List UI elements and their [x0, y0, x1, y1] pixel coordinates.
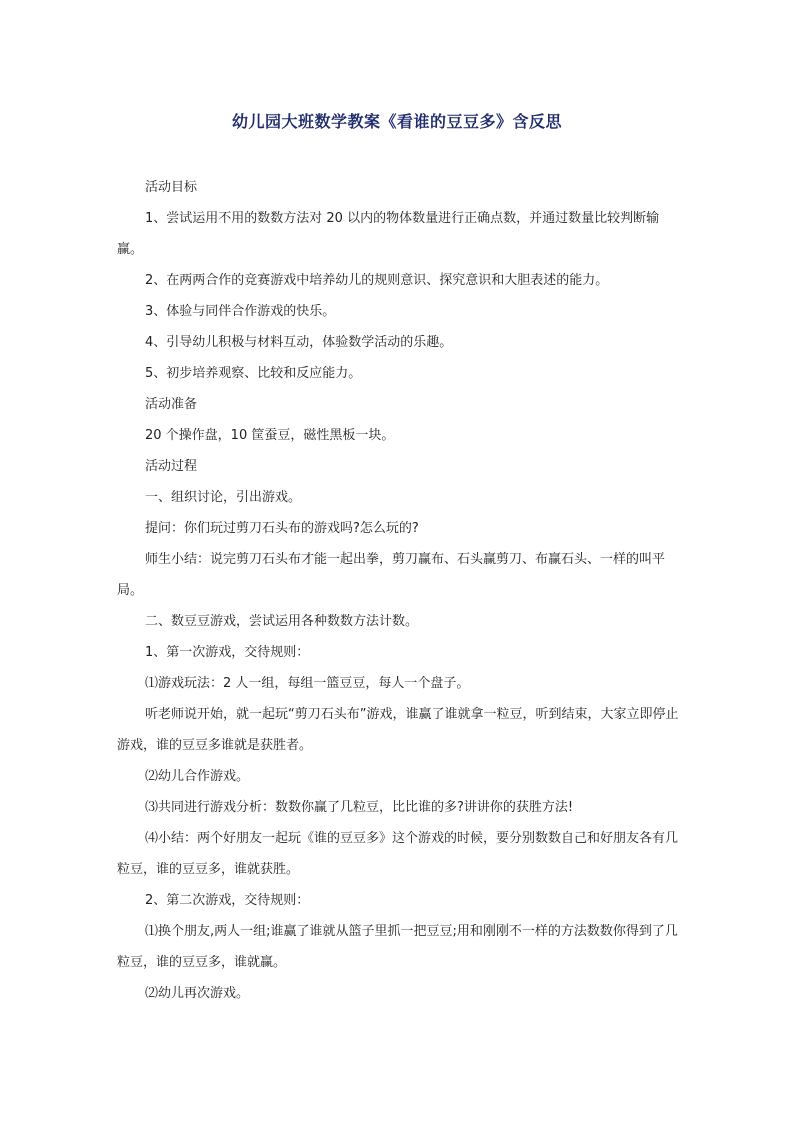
paragraph: 提问：你们玩过剪刀石头布的游戏吗?怎么玩的? [145, 521, 419, 536]
section-heading-process: 活动过程 [145, 459, 198, 474]
paragraph: 1、尝试运用不用的数数方法对 20 以内的物体数量进行正确点数，并通过数量比较判断输赢。 [117, 211, 660, 257]
paragraph: ⑶共同进行游戏分析：数数你赢了几粒豆，比比谁的多?讲讲你的获胜方法! [145, 800, 574, 815]
paragraph: 2、在两两合作的竞赛游戏中培养幼儿的规则意识、探究意识和大胆表述的能力。 [145, 273, 609, 288]
paragraph: 听老师说开始，就一起玩“剪刀石头布”游戏，谁赢了谁就拿一粒豆，听到结束，大家立即停止游戏，谁的豆豆多谁就是获胜者。 [117, 707, 679, 753]
paragraph: ⑴游戏玩法：2 人一组，每组一篮豆豆，每人一个盘子。 [145, 676, 470, 691]
paragraph: 4、引导幼儿积极与材料互动，体验数学活动的乐趣。 [145, 335, 453, 350]
paragraph: 3、体验与同伴合作游戏的快乐。 [145, 304, 336, 319]
paragraph: ⑴换个朋友,两人一组;谁赢了谁就从篮子里抓一把豆豆;用和刚刚不一样的方法数数你得到了几粒豆，谁的豆豆多，谁就赢。 [117, 924, 678, 970]
document-title: 幼儿园大班数学教案《看谁的豆豆多》含反思 [231, 112, 562, 131]
paragraph: 20 个操作盘，10 筐蚕豆，磁性黑板一块。 [145, 428, 395, 443]
paragraph: 一、组织讨论，引出游戏。 [145, 490, 302, 505]
paragraph: ⑵幼儿再次游戏。 [145, 986, 250, 1001]
paragraph: 师生小结：说完剪刀石头布才能一起出拳，剪刀赢布、石头赢剪刀、布赢石头、一样的叫平局。 [117, 552, 666, 598]
section-heading-goals: 活动目标 [145, 180, 198, 195]
paragraph: ⑷小结：两个好朋友一起玩《谁的豆豆多》这个游戏的时候，要分别数数自己和好朋友各有几粒豆，谁的豆豆多，谁就获胜。 [117, 831, 679, 877]
section-heading-preparation: 活动准备 [145, 397, 198, 412]
paragraph: 1、第一次游戏，交待规则： [145, 645, 310, 660]
paragraph: ⑵幼儿合作游戏。 [145, 769, 250, 784]
paragraph: 5、初步培养观察、比较和反应能力。 [145, 366, 362, 381]
paragraph: 二、数豆豆游戏，尝试运用各种数数方法计数。 [145, 614, 419, 629]
document-body [117, 172, 679, 1009]
paragraph: 2、第二次游戏，交待规则： [145, 893, 310, 908]
